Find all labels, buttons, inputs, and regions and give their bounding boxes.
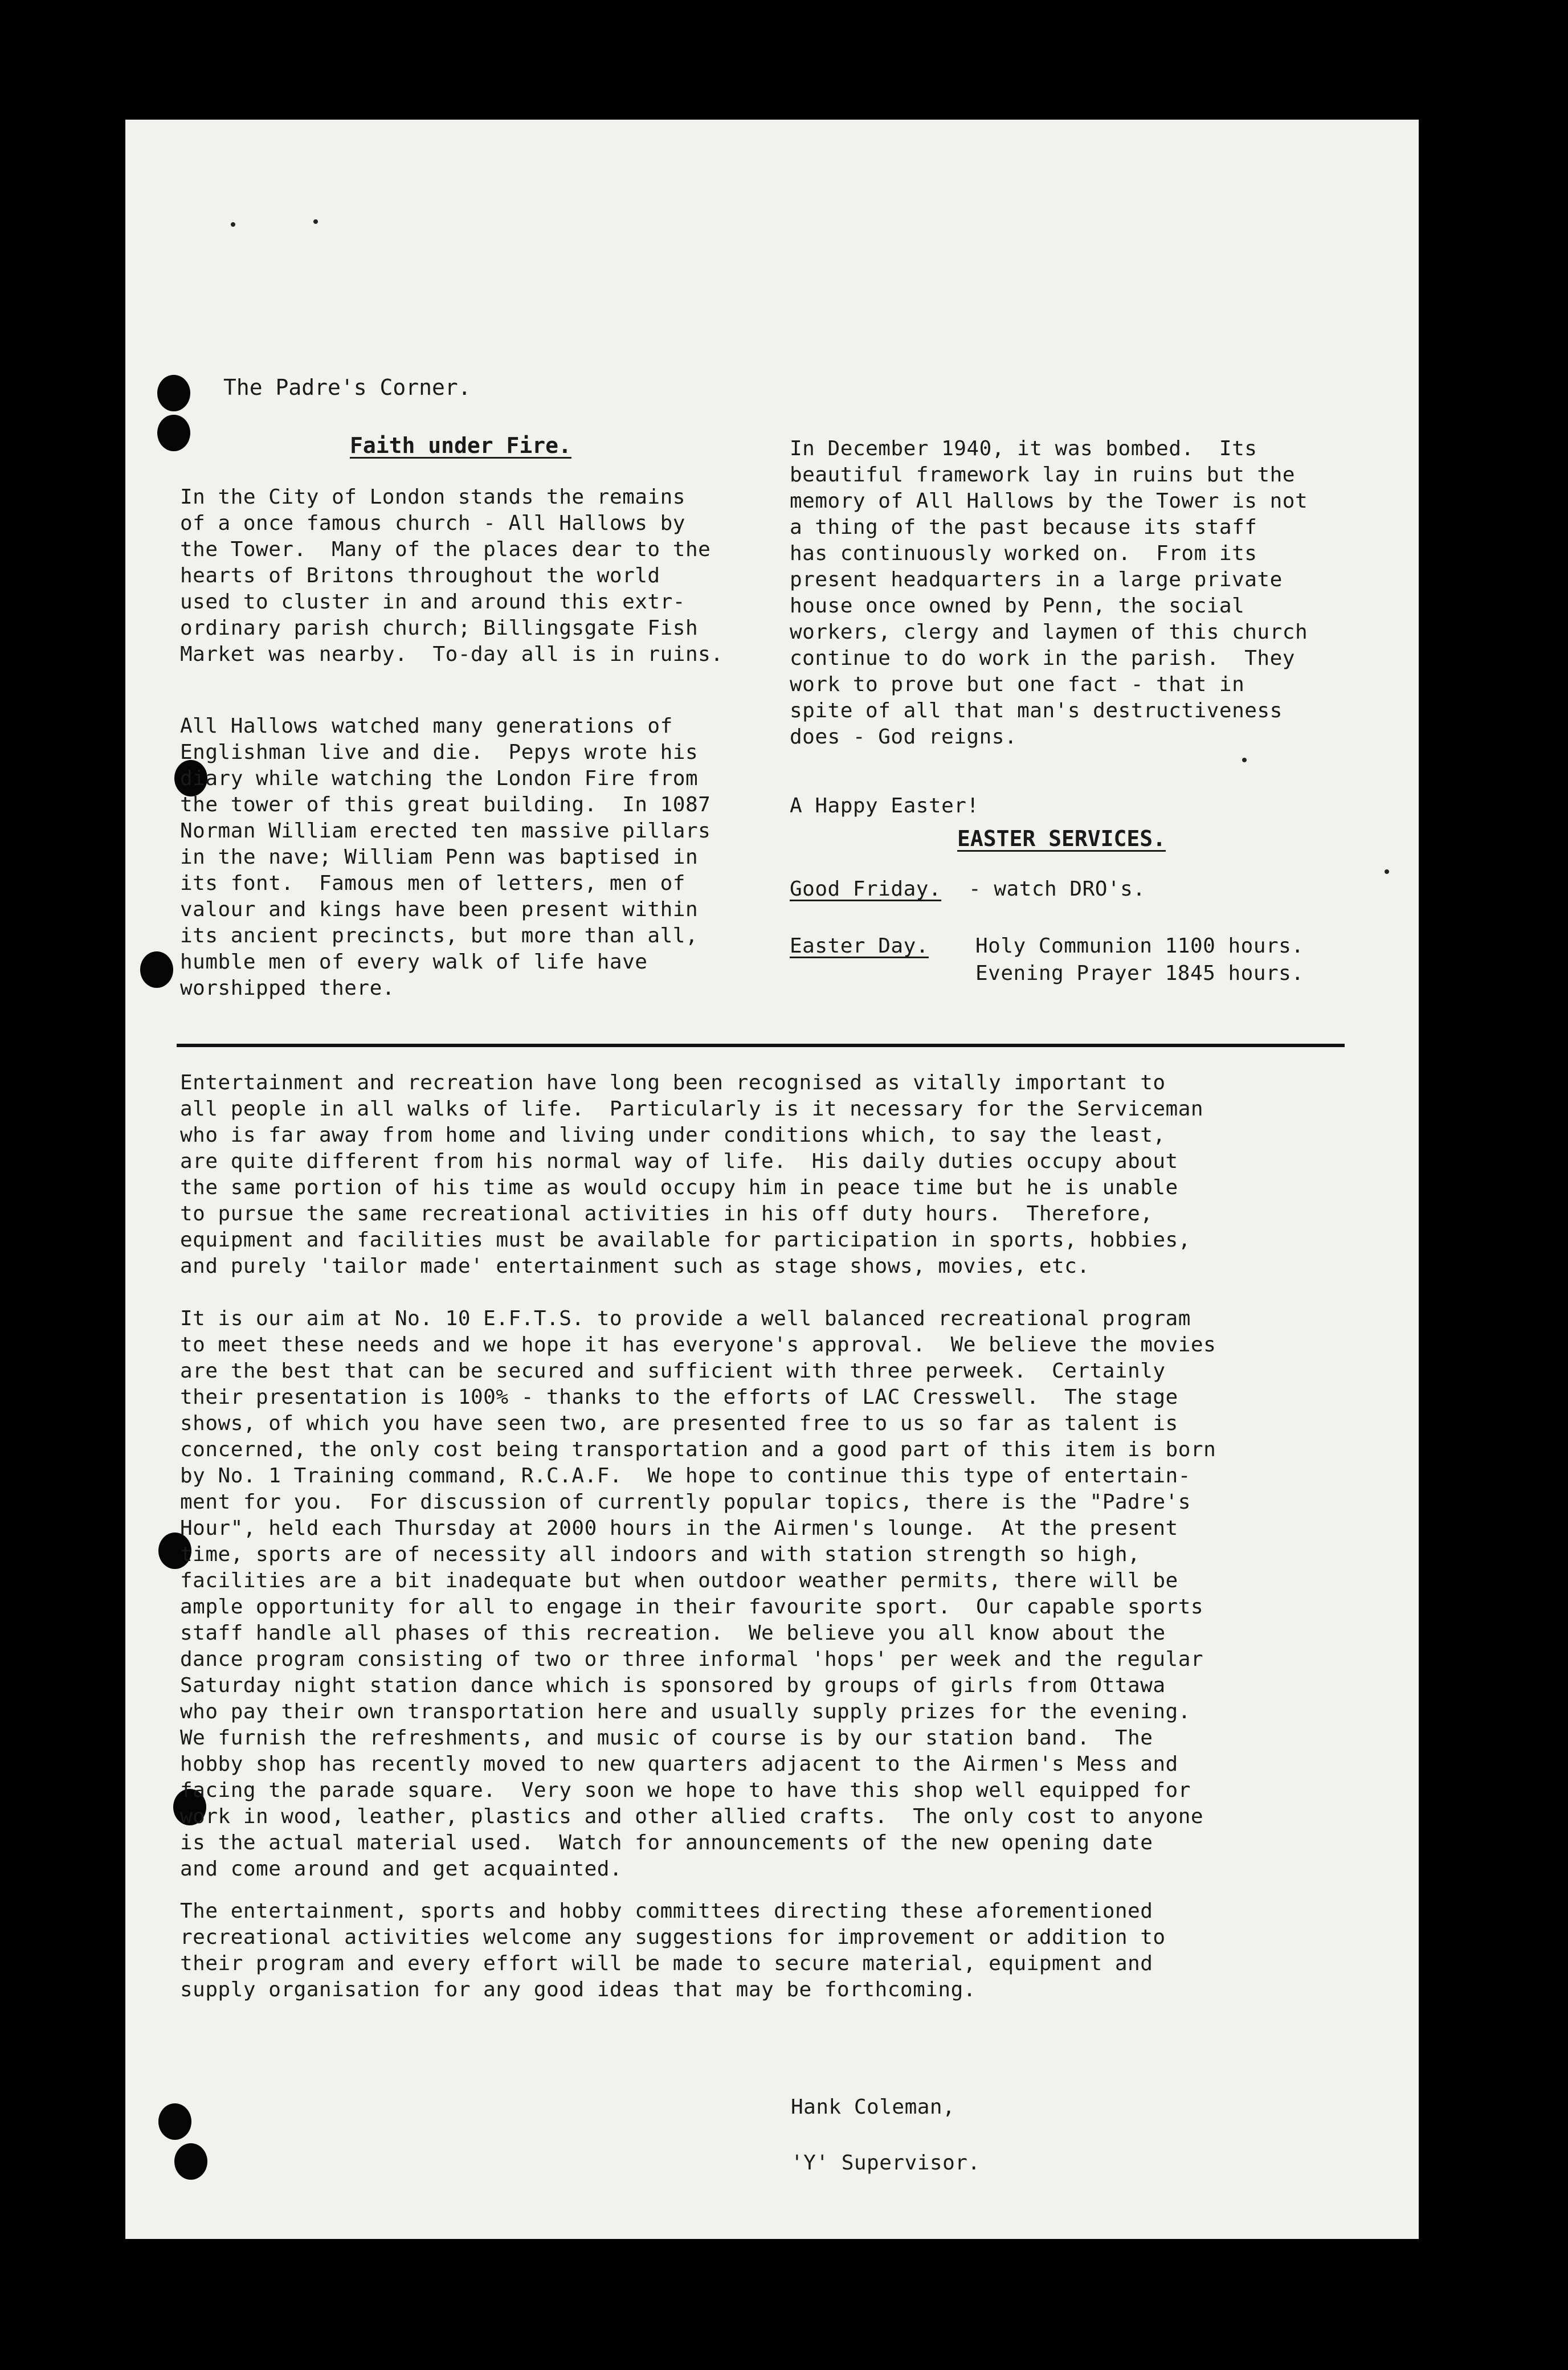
punch-hole bbox=[140, 951, 173, 988]
easter-day-label: Easter Day. bbox=[790, 934, 929, 958]
good-friday-label: Good Friday. bbox=[790, 877, 942, 901]
text-line: All Hallows watched many generations of bbox=[180, 714, 673, 738]
text-line: facilities are a bit inadequate but when outdoor weather permits, there will be bbox=[180, 1569, 1178, 1592]
text-line: In the City of London stands the remains bbox=[180, 485, 685, 509]
text-line: ample opportunity for all to engage in their favourite sport. Our capable sports bbox=[180, 1595, 1204, 1619]
text-line: Hour", held each Thursday at 2000 hours in the Airmen's lounge. At the present bbox=[180, 1517, 1178, 1540]
text-line: humble men of every walk of life have bbox=[180, 950, 648, 974]
section-divider bbox=[177, 1044, 1345, 1047]
text-line: dance program consisting of two or three informal 'hops' per week and the regular bbox=[180, 1648, 1204, 1671]
text-line: and purely 'tailor made' entertainment such as stage shows, movies, etc. bbox=[180, 1255, 1090, 1278]
text-line: work in wood, leather, plastics and other allied crafts. The only cost to anyone bbox=[180, 1805, 1204, 1828]
text-line: In December 1940, it was bombed. Its bbox=[790, 437, 1257, 460]
text-line: its ancient precincts, but more than all, bbox=[180, 924, 699, 947]
easter-greeting: A Happy Easter! bbox=[790, 794, 979, 818]
text-line: time, sports are of necessity all indoors and with station strength so high, bbox=[180, 1543, 1141, 1566]
text-line: and come around and get acquainted. bbox=[180, 1857, 623, 1881]
padres-corner-heading: The Padre's Corner. bbox=[223, 375, 471, 400]
right-column-paragraph bbox=[790, 436, 1308, 750]
text-line: present headquarters in a large private bbox=[790, 568, 1283, 591]
text-line: memory of All Hallows by the Tower is not bbox=[790, 489, 1308, 513]
text-line: We furnish the refreshments, and music of course is by our station band. The bbox=[180, 1726, 1153, 1750]
left-column-paragraph-1 bbox=[180, 484, 723, 668]
text-line: their program and every effort will be made to secure material, equipment and bbox=[180, 1952, 1153, 1975]
text-line: in the nave; William Penn was baptised in bbox=[180, 845, 699, 869]
punch-hole bbox=[174, 2143, 207, 2180]
text-line: to pursue the same recreational activities in his off duty hours. Therefore, bbox=[180, 1202, 1153, 1225]
text-line: staff handle all phases of this recreation. We believe you all know about the bbox=[180, 1621, 1166, 1645]
text-line: Englishman live and die. Pepys wrote his bbox=[180, 741, 699, 764]
punch-hole bbox=[158, 2103, 191, 2140]
punch-hole bbox=[157, 375, 190, 411]
text-line: ment for you. For discussion of currently popular topics, there is the "Padre's bbox=[180, 1490, 1191, 1514]
ink-speck bbox=[1385, 869, 1389, 874]
ink-speck bbox=[231, 222, 235, 227]
text-line: supply organisation for any good ideas that may be forthcoming. bbox=[180, 1978, 976, 2001]
text-line: their presentation is 100% - thanks to the efforts of LAC Cresswell. The stage bbox=[180, 1386, 1178, 1409]
recreation-paragraph-3 bbox=[180, 1898, 1166, 2003]
text-line: facing the parade square. Very soon we hope to have this shop well equipped for bbox=[180, 1779, 1191, 1802]
signature-title: 'Y' Supervisor. bbox=[791, 2151, 981, 2175]
text-line: workers, clergy and laymen of this church bbox=[790, 620, 1308, 644]
easter-day-communion: Holy Communion 1100 hours. bbox=[975, 934, 1304, 958]
text-line: used to cluster in and around this extr- bbox=[180, 590, 685, 614]
text-line: concerned, the only cost being transportation and a good part of this item is born bbox=[180, 1438, 1216, 1461]
text-line: equipment and facilities must be available for participation in sports, hobbies, bbox=[180, 1228, 1191, 1252]
text-line: work to prove but one fact - that in bbox=[790, 673, 1245, 696]
text-line: spite of all that man's destructiveness bbox=[790, 699, 1283, 722]
easter-day-evening-prayer: Evening Prayer 1845 hours. bbox=[975, 962, 1304, 985]
text-line: Norman William erected ten massive pillars bbox=[180, 819, 711, 843]
signature-name: Hank Coleman, bbox=[791, 2095, 956, 2119]
good-friday-text: - watch DRO's. bbox=[969, 877, 1146, 901]
text-line: the same portion of his time as would occupy him in peace time but he is unable bbox=[180, 1176, 1178, 1199]
text-line: beautiful framework lay in ruins but the bbox=[790, 463, 1295, 487]
text-line: its font. Famous men of letters, men of bbox=[180, 872, 685, 895]
faith-under-fire-title: Faith under Fire. bbox=[350, 433, 571, 458]
text-line: house once owned by Penn, the social bbox=[790, 594, 1245, 618]
text-line: the tower of this great building. In 1087 bbox=[180, 793, 711, 816]
easter-services-title: EASTER SERVICES. bbox=[957, 826, 1166, 851]
text-line: continue to do work in the parish. They bbox=[790, 647, 1295, 670]
ink-speck bbox=[313, 219, 318, 224]
left-column-paragraph-2 bbox=[180, 713, 710, 1002]
text-line: of a once famous church - All Hallows by bbox=[180, 512, 685, 535]
recreation-paragraph-2 bbox=[180, 1306, 1216, 1882]
text-line: hobby shop has recently moved to new quarters adjacent to the Airmen's Mess and bbox=[180, 1752, 1178, 1776]
text-line: a thing of the past because its staff bbox=[790, 516, 1257, 539]
text-line: The entertainment, sports and hobby committees directing these aforementioned bbox=[180, 1899, 1153, 1923]
text-line: shows, of which you have seen two, are presented free to us so far as talent is bbox=[180, 1412, 1178, 1435]
text-line: all people in all walks of life. Particularly is it necessary for the Serviceman bbox=[180, 1097, 1204, 1121]
text-line: are quite different from his normal way of life. His daily duties occupy about bbox=[180, 1150, 1178, 1173]
text-line: valour and kings have been present within bbox=[180, 898, 699, 921]
text-line: is the actual material used. Watch for announcements of the new opening date bbox=[180, 1831, 1153, 1854]
text-line: by No. 1 Training command, R.C.A.F. We hope to continue this type of entertain- bbox=[180, 1464, 1191, 1488]
text-line: to meet these needs and we hope it has everyone's approval. We believe the movies bbox=[180, 1333, 1216, 1356]
text-line: who is far away from home and living under conditions which, to say the least, bbox=[180, 1123, 1166, 1147]
text-line: Entertainment and recreation have long been recognised as vitally important to bbox=[180, 1071, 1166, 1094]
recreation-paragraph-1 bbox=[180, 1070, 1203, 1280]
text-line: hearts of Britons throughout the world bbox=[180, 564, 660, 587]
text-line: Market was nearby. To-day all is in ruins. bbox=[180, 643, 724, 666]
text-line: has continuously worked on. From its bbox=[790, 542, 1257, 565]
text-line: It is our aim at No. 10 E.F.T.S. to provide a well balanced recreational program bbox=[180, 1307, 1191, 1330]
text-line: recreational activities welcome any suggestions for improvement or addition to bbox=[180, 1926, 1166, 1949]
text-line: does - God reigns. bbox=[790, 725, 1018, 749]
text-line: worshipped there. bbox=[180, 976, 395, 1000]
punch-hole bbox=[157, 415, 190, 451]
text-line: are the best that can be secured and sufficient with three perweek. Certainly bbox=[180, 1359, 1166, 1383]
text-line: ordinary parish church; Billingsgate Fish bbox=[180, 616, 699, 640]
typewritten-page bbox=[125, 120, 1419, 2239]
text-line: Saturday night station dance which is sponsored by groups of girls from Ottawa bbox=[180, 1674, 1166, 1697]
ink-speck bbox=[1242, 758, 1247, 762]
text-line: diary while watching the London Fire from bbox=[180, 767, 699, 790]
text-line: who pay their own transportation here and usually supply prizes for the evening. bbox=[180, 1700, 1191, 1723]
text-line: the Tower. Many of the places dear to the bbox=[180, 538, 711, 561]
